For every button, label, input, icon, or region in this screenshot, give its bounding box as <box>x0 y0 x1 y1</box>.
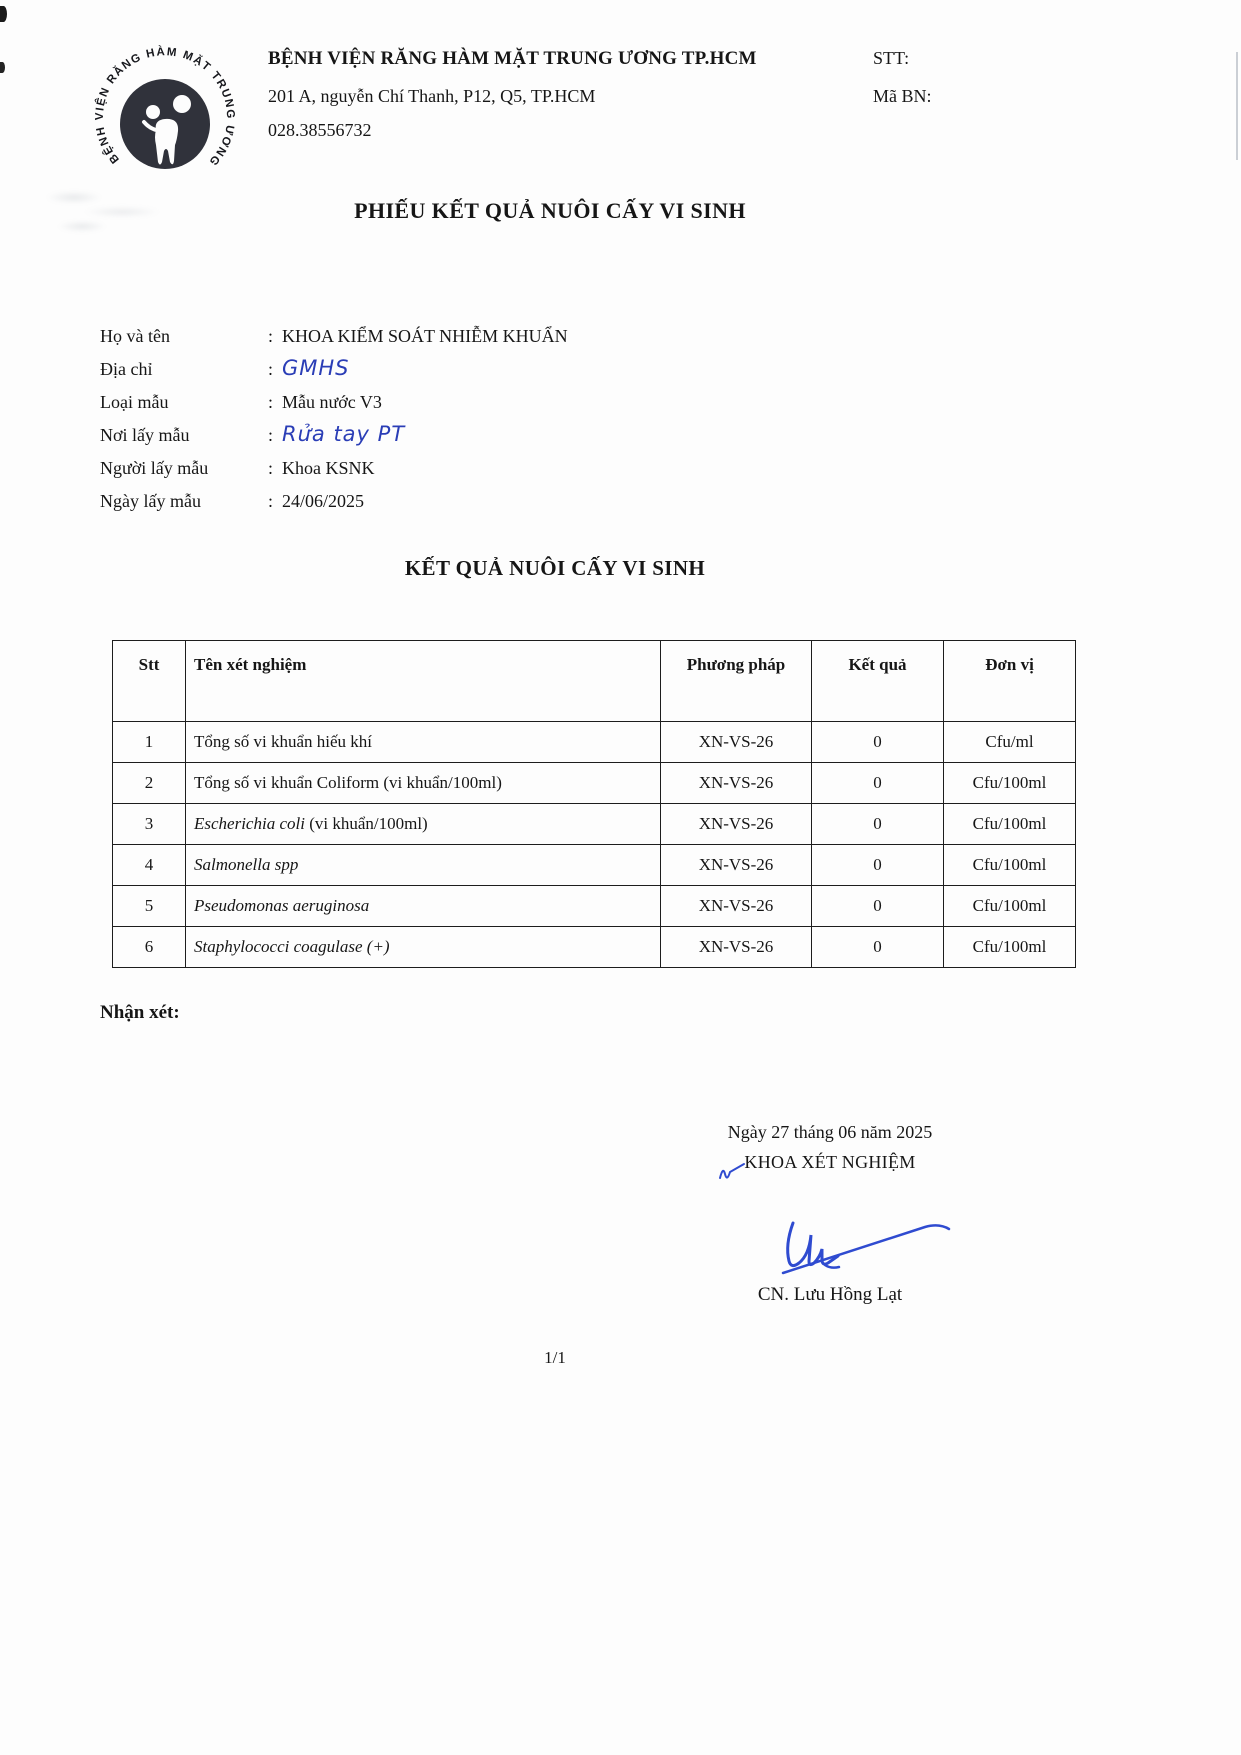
header-stt: Stt <box>113 641 186 722</box>
table-header-row <box>113 641 1076 722</box>
test-name: Staphylococci coagulase (+) <box>194 937 390 956</box>
header-unit: Đơn vị <box>944 641 1076 722</box>
test-name: Tổng số vi khuẩn hiếu khí <box>194 732 373 751</box>
signature-department: KHOA XÉT NGHIỆM <box>744 1152 916 1172</box>
patient-code-label: Mã BN: <box>873 86 932 106</box>
handwritten-value: Rửa tay PT <box>282 422 406 446</box>
test-name: Tổng số vi khuẩn Coliform (vi khuẩn/100ml) <box>194 773 502 792</box>
table-row: 1 Tổng số vi khuẩn hiếu khí XN-VS-26 0 Cfu/ml <box>113 722 1076 763</box>
info-value: KHOA KIỂM SOÁT NHIỄM KHUẨN <box>282 326 568 346</box>
header-test-name: Tên xét nghiệm <box>186 641 661 722</box>
remarks-label: Nhận xét: <box>100 1002 180 1023</box>
results-section-title: KẾT QUẢ NUÔI CẤY VI SINH <box>404 556 706 580</box>
signature-date: Ngày 27 tháng 06 năm 2025 <box>727 1122 933 1142</box>
table-row: 5 Pseudomonas aeruginosa XN-VS-26 0 Cfu/100ml <box>113 886 1076 927</box>
pen-mark-icon <box>716 1152 756 1186</box>
info-label: Người lấy mẫu <box>100 458 209 478</box>
svg-text:BỆNH VIỆN RĂNG HÀM MẶT TRUNG Ư: BỆNH VIỆN RĂNG HÀM MẶT TRUNG ƯƠNG <box>93 46 237 169</box>
result-value: 0 <box>812 886 944 927</box>
test-name: Escherichia coli <box>194 814 305 833</box>
result-value: 0 <box>812 763 944 804</box>
info-row-address: Địa chỉ : GMHS <box>100 356 350 380</box>
result-value: 0 <box>812 927 944 968</box>
info-label: Họ và tên <box>100 326 170 346</box>
header-result: Kết quả <box>812 641 944 722</box>
page-number: 1/1 <box>544 1348 566 1367</box>
result-value: 0 <box>812 845 944 886</box>
test-name: Salmonella spp <box>194 855 299 874</box>
hospital-name: BỆNH VIỆN RĂNG HÀM MẶT TRUNG ƯƠNG TP.HCM <box>268 48 757 69</box>
result-value: 0 <box>812 804 944 845</box>
info-row-fullname: Họ và tên : KHOA KIỂM SOÁT NHIỄM KHUẨN <box>100 326 568 346</box>
info-value: Khoa KSNK <box>282 458 375 478</box>
hospital-phone: 028.38556732 <box>268 120 372 140</box>
info-value: 24/06/2025 <box>282 491 365 511</box>
table-row: 6 Staphylococci coagulase (+) XN-VS-26 0 Cfu/100ml <box>113 927 1076 968</box>
results-table <box>112 640 1076 968</box>
info-label: Nơi lấy mẫu <box>100 425 190 445</box>
table-row: 4 Salmonella spp XN-VS-26 0 Cfu/100ml <box>113 845 1076 886</box>
scan-artifact <box>0 6 7 22</box>
table-row: 3 Escherichia coli (vi khuẩn/100ml) XN-VS-26 0 Cfu/100ml <box>113 804 1076 845</box>
signature-icon <box>755 1205 955 1295</box>
hospital-logo-icon <box>90 42 240 192</box>
signer-name: CN. Lưu Hồng Lạt <box>757 1284 903 1305</box>
info-row-collector: Người lấy mẫu : Khoa KSNK <box>100 458 375 478</box>
sample-info-block <box>100 326 568 524</box>
info-label: Địa chỉ <box>100 359 153 379</box>
test-name: Pseudomonas aeruginosa <box>194 896 370 915</box>
stt-label: STT: <box>873 48 910 68</box>
info-label: Loại mẫu <box>100 392 169 412</box>
header-method: Phương pháp <box>661 641 812 722</box>
scan-edge-line <box>1236 52 1238 160</box>
info-value: Mẫu nước V3 <box>282 392 382 412</box>
hospital-address: 201 A, nguyễn Chí Thanh, P12, Q5, TP.HCM <box>268 86 596 106</box>
result-value: 0 <box>812 722 944 763</box>
info-row-collection-date: Ngày lấy mẫu : 24/06/2025 <box>100 491 365 511</box>
info-row-sample-type: Loại mẫu : Mẫu nước V3 <box>100 392 382 412</box>
document-title: PHIẾU KẾT QUẢ NUÔI CẤY VI SINH <box>354 198 746 223</box>
info-label: Ngày lấy mẫu <box>100 491 201 511</box>
info-row-sample-site: Nơi lấy mẫu : Rửa tay PT <box>100 422 406 446</box>
handwritten-value: GMHS <box>282 356 350 380</box>
scan-artifact <box>0 62 5 73</box>
table-row: 2 Tổng số vi khuẩn Coliform (vi khuẩn/100ml) XN-VS-26 0 Cfu/100ml <box>113 763 1076 804</box>
